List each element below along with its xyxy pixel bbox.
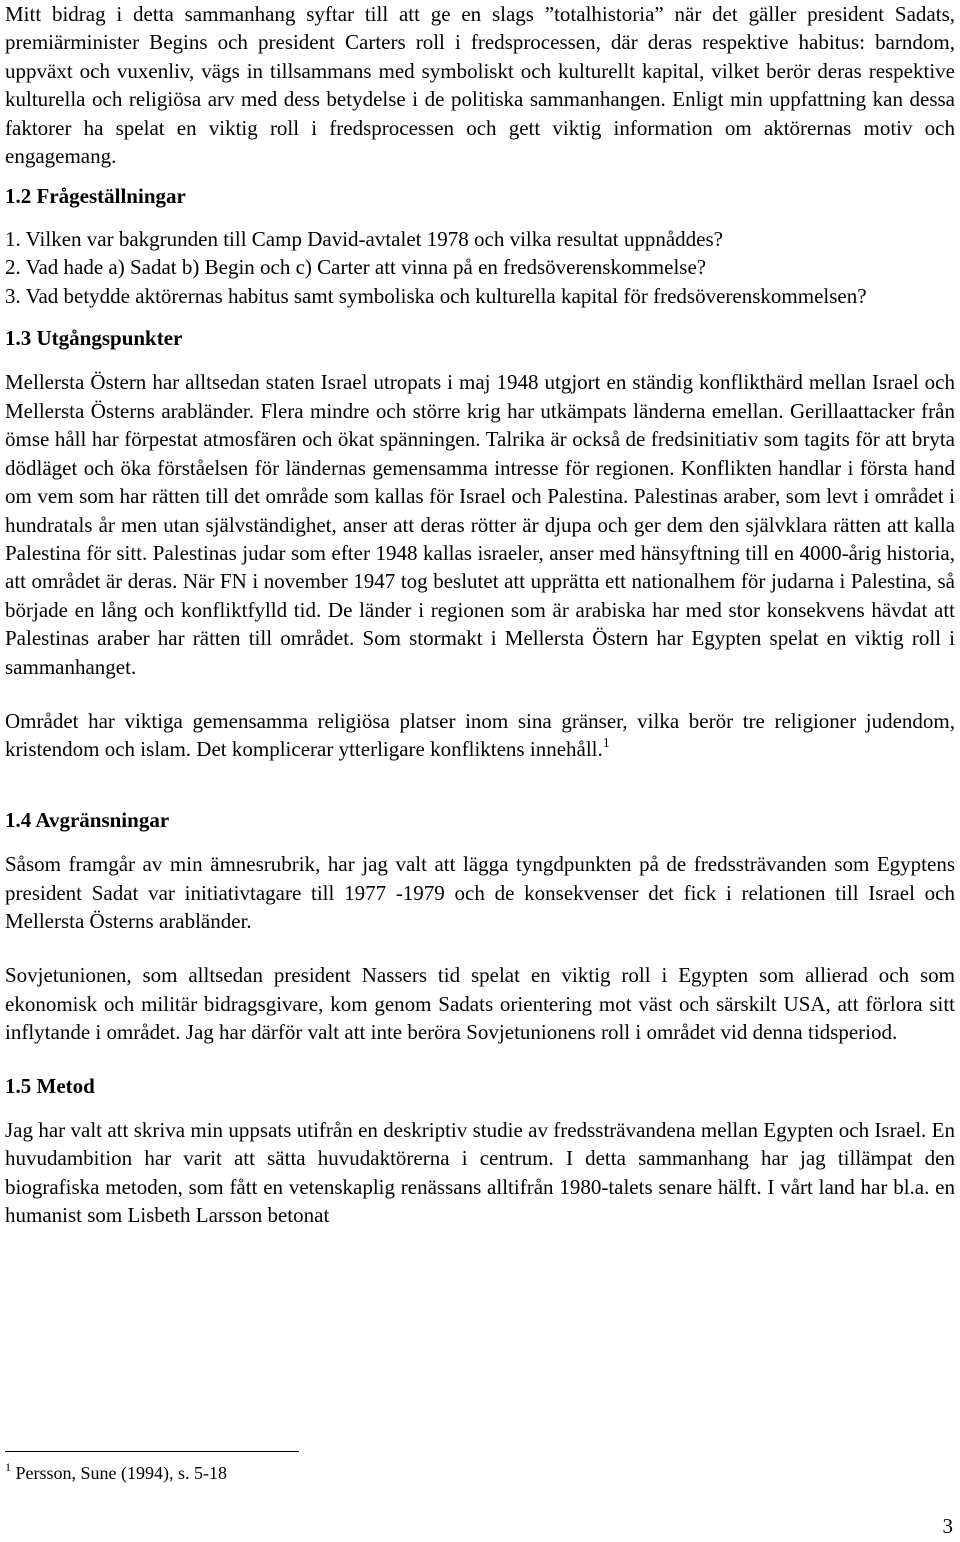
body-paragraph: Jag har valt att skriva min uppsats utifrån en deskriptiv studie av fredssträvandena mellan Egypten och Israel. En huvudambition har varit att sätta huvudaktörerna i centrum. I detta sammanhang har jag tillämpat den biografiska metoden, som fått en vetenskaplig renässans alltifrån 1980-talets senare hälft. I vårt land har bl.a. en humanist som Lisbeth Larsson betonat xyxy=(5,1118,955,1228)
footnote-number: 1 xyxy=(5,1460,11,1474)
question-item: 2. Vad hade a) Sadat b) Begin och c) Carter att vinna på en fredsöverenskommelse? xyxy=(5,255,707,280)
body-paragraph: Såsom framgår av min ämnesrubrik, har jag valt att lägga tyngdpunkten på de fredssträvanden som Egyptens president Sadat var initiativtagare till 1977 -1979 och de konsekvenser det fick i relationen till Israel och Mellersta Österns arabländer. xyxy=(5,852,955,933)
body-paragraph: Mellersta Östern har alltsedan staten Israel utropats i maj 1948 utgjort en ständig konflikthärd mellan Israel och Mellersta Österns arabländer. Flera mindre och större krig har utkämpats länderna emellan. Gerillaattacker från ömse håll har förpestat atmosfären och ökat spänningen. Talrika är också de fredsinitiativ som tagits för att bryta dödläget och öka förståelsen för ländernas gemensamma intresse för regionen. Konflikten handlar i första hand om vem som har rätten till det område som kallas för Israel och Palestina. Palestinas araber, som levt i området i hundratals år men utan självständighet, anser att deras rötter är djupa och ger dem den självklara rätten att kalla Palestina för sitt. Palestinas judar som efter 1948 kallas israeler, anser med hänsyftning till en 4000-årig historia, att området är deras. När FN i november 1947 tog beslutet att upprätta ett nationalhem för judarna i Palestina, så började en lång och konfliktfylld tid. De länder i regionen som är arabiska har med stor konsekvens hävdat att Palestinas araber har rätten till området. Som stormakt i Mellersta Östern har Egypten spelat en viktig roll i sammanhanget. xyxy=(5,370,955,679)
section-heading-avgransningar: 1.4 Avgränsningar xyxy=(5,807,170,832)
question-item: 3. Vad betydde aktörernas habitus samt symboliska och kulturella kapital för fredsöverenskommelsen? xyxy=(5,283,867,308)
footnote-reference: 1 xyxy=(602,736,610,752)
page-number: 3 xyxy=(942,1514,953,1538)
body-paragraph: Sovjetunionen, som alltsedan president Nassers tid spelat en viktig roll i Egypten som allierad och som ekonomisk och militär bidragsgivare, kom genom Sadats orientering mot väst och särskilt USA, att förlora sitt inflytande i området. Jag har därför valt att inte beröra Sovjetunionens roll i området vid denna tidsperiod. xyxy=(5,963,955,1045)
question-list xyxy=(5,225,955,310)
question-item: 1. Vilken var bakgrunden till Camp David-avtalet 1978 och vilka resultat uppnåddes? xyxy=(5,226,723,251)
document-page xyxy=(5,0,955,1230)
body-paragraph xyxy=(5,707,955,764)
section-heading-utgangspunkter: 1.3 Utgångspunkter xyxy=(5,326,183,351)
section-heading-metod: 1.5 Metod xyxy=(5,1073,95,1098)
intro-paragraph: Mitt bidrag i detta sammanhang syftar till att ge en slags ”totalhistoria” när det gäller president Sadats, premiärminister Begins och president Carters roll i fredsprocessen, där deras respektive habitus: barndom, uppväxt och vuxenliv, vägs in tillsammans med symboliskt och kulturellt kapital, vilket berör deras respektive kulturella och religiösa arv med dess betydelse i de politiska sammanhangen. Enligt min uppfattning kan dessa faktorer ha spelat en viktig roll i fredsprocessen och gett viktig information om aktörernas motiv och engagemang. xyxy=(5,2,955,169)
paragraph-text: Området har viktiga gemensamma religiösa platser inom sina gränser, vilka berör tre religioner judendom, kristendom och islam. Det komplicerar ytterligare konfliktens innehåll. xyxy=(5,708,955,762)
section-heading-frageställningar: 1.2 Frågeställningar xyxy=(5,184,186,209)
footnote-separator xyxy=(5,1451,299,1452)
footnote xyxy=(5,1461,227,1485)
footnote-text: Persson, Sune (1994), s. 5-18 xyxy=(11,1463,227,1483)
